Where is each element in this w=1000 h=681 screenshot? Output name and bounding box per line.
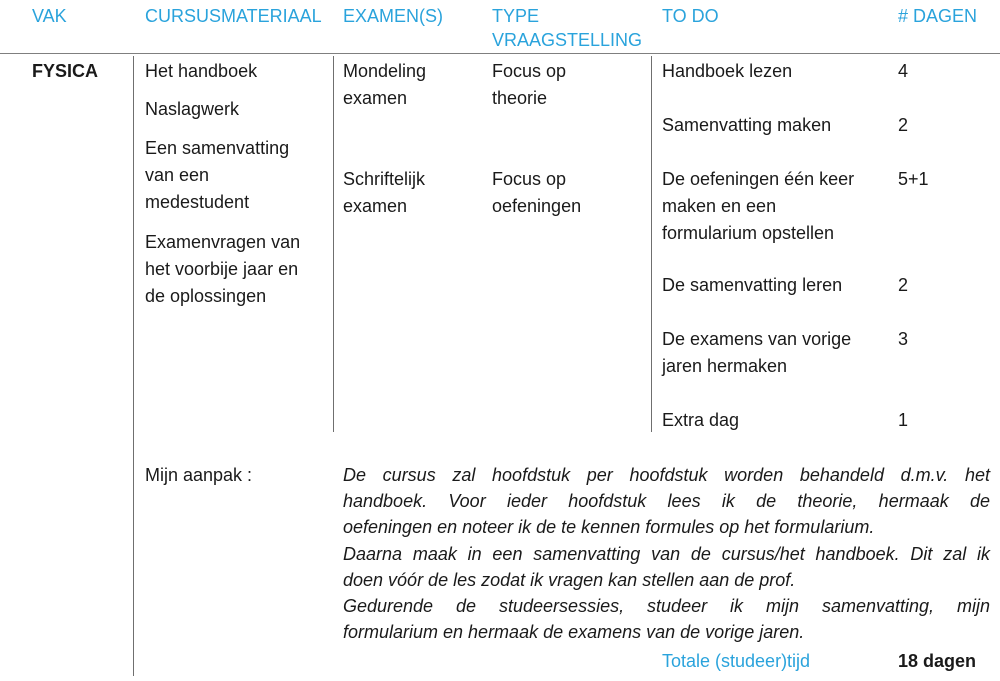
approach-line: Gedurende de studeersessies, studeer ik mijn samenvatting, mijn [343, 596, 990, 617]
todo-task-line: jaren hermaken [662, 356, 788, 376]
material-item [145, 96, 239, 123]
material-line: van een [145, 165, 210, 185]
exam-type [492, 58, 566, 112]
exam-type-line: oefeningen [492, 196, 582, 216]
exam-name-line: examen [343, 196, 408, 216]
subject-name: FYSICA [32, 61, 99, 81]
header-dagen: # DAGEN [898, 6, 978, 26]
todo-task-line: De samenvatting leren [662, 275, 843, 295]
material-line: Examenvragen van [145, 232, 301, 252]
todo-days: 2 [898, 115, 909, 135]
approach-line: formularium en hermaak de examens van de vorige jaren. [343, 622, 805, 643]
approach-text [343, 462, 990, 645]
material-item [145, 229, 300, 310]
todo-task-line: Handboek lezen [662, 61, 793, 81]
header-vak: VAK [32, 6, 67, 26]
todo-days: 4 [898, 61, 909, 81]
approach-label: Mijn aanpak : [145, 465, 253, 485]
todo-task [662, 272, 842, 299]
todo-task-line: Extra dag [662, 410, 740, 430]
todo-days: 1 [898, 410, 909, 430]
total-value: 18 dagen [898, 651, 977, 671]
header-type-line2: VRAAGSTELLING [492, 30, 643, 50]
todo-task-line: Samenvatting maken [662, 115, 832, 135]
todo-task [662, 326, 851, 380]
todo-days: 2 [898, 275, 909, 295]
todo-task-line: formularium opstellen [662, 223, 835, 243]
exam-name-line: examen [343, 88, 408, 108]
todo-task [662, 58, 792, 85]
header-type-vraagstelling [492, 4, 642, 52]
exam-name-line: Schriftelijk [343, 169, 426, 189]
todo-days: 3 [898, 329, 909, 349]
column-divider-materiaal [333, 56, 334, 432]
header-type-line1: TYPE [492, 6, 540, 26]
column-divider-vak [133, 56, 134, 676]
approach-line: Daarna maak in een samenvatting van de cursus/het handboek. Dit zal ik [343, 543, 990, 564]
exam-name [343, 166, 425, 220]
material-line: Naslagwerk [145, 99, 240, 119]
material-line: het voorbije jaar en [145, 259, 299, 279]
approach-line: handboek. Voor ieder hoofdstuk lees ik de theorie, hermaak de [343, 491, 990, 512]
todo-task-line: De oefeningen één keer [662, 169, 855, 189]
exam-type-line: Focus op [492, 169, 567, 189]
exam-type-line: Focus op [492, 61, 567, 81]
material-line: medestudent [145, 192, 250, 212]
header-divider [0, 53, 1000, 54]
material-line: Het handboek [145, 61, 258, 81]
approach-line: oefeningen en noteer ik de te kennen formules op het formularium. [343, 517, 875, 538]
header-cursusmateriaal: CURSUSMATERIAAL [145, 6, 322, 26]
todo-task [662, 407, 739, 434]
approach-line: De cursus zal hoofdstuk per hoofdstuk worden behandeld d.m.v. het [343, 465, 990, 485]
approach-line: doen vóór de les zodat ik vragen kan stellen aan de prof. [343, 569, 796, 590]
todo-task-line: De examens van vorige [662, 329, 852, 349]
todo-task [662, 112, 831, 139]
material-line: Een samenvatting [145, 138, 290, 158]
material-item [145, 135, 289, 216]
todo-days: 5+1 [898, 169, 929, 189]
exam-type-line: theorie [492, 88, 548, 108]
todo-task-line: maken en een [662, 196, 777, 216]
column-divider-type [651, 56, 652, 432]
exam-name [343, 58, 426, 112]
material-item [145, 58, 257, 85]
material-line: de oplossingen [145, 286, 267, 306]
header-examens: EXAMEN(S) [343, 6, 444, 26]
exam-name-line: Mondeling [343, 61, 427, 81]
header-todo: TO DO [662, 6, 719, 26]
exam-type [492, 166, 581, 220]
total-label: Totale (studeer)tijd [662, 651, 811, 671]
todo-task [662, 166, 854, 247]
